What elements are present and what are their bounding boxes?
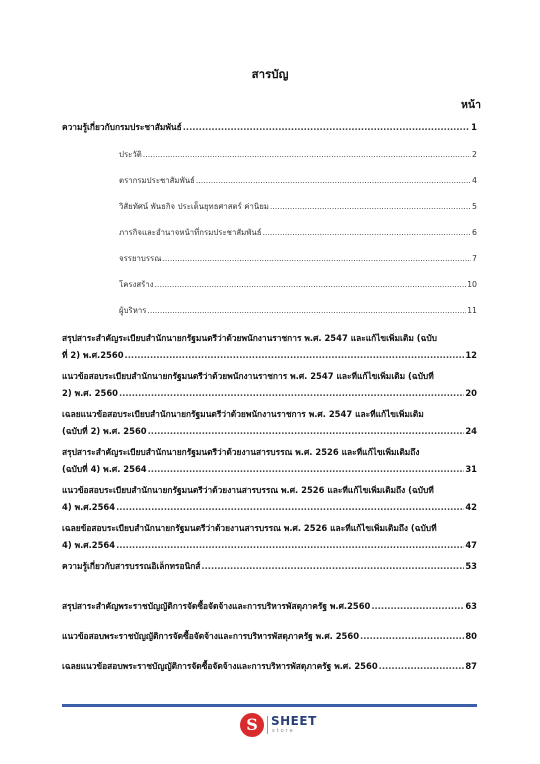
toc-subentry (119, 175, 477, 186)
toc-page-number: 5 (472, 202, 477, 211)
toc-entry (62, 523, 477, 551)
dot-leader (379, 661, 465, 672)
dot-leader (116, 502, 464, 513)
toc-entry-title-line: แนวข้อสอบระเบียบสำนักนายกรัฐมนตรีว่าด้วยงานสารบรรณ พ.ศ. 2526 และที่แก้ไขเพิ่มเติมถึง (ฉบับที่ (62, 485, 434, 495)
dot-leader (201, 561, 464, 572)
toc-entry-title: เฉลยแนวข้อสอบพระราชบัญญัติการจัดซื้อจัดจ้างและการบริหารพัสดุภาครัฐ พ.ศ. 2560 (62, 661, 378, 671)
toc-entry-title: ที่ 2) พ.ศ.2560 (62, 350, 124, 360)
dot-leader (155, 279, 467, 290)
dot-leader (360, 631, 464, 642)
toc-page-number: 7 (472, 254, 477, 263)
toc-entry-title-line: เฉลยข้อสอบระเบียบสำนักนายกรัฐมนตรีว่าด้วยงานสารบรรณ พ.ศ. 2526 และที่แก้ไขเพิ่มเติมถึง (ฉบับที่ (62, 523, 437, 533)
dot-leader (116, 540, 464, 551)
toc-entry (62, 447, 477, 475)
toc-entry-title: 4) พ.ศ.2564 (62, 502, 116, 512)
toc-entry (62, 561, 477, 572)
dot-leader (270, 201, 471, 212)
toc-page-number: 87 (465, 661, 477, 671)
toc-page-number: 24 (465, 426, 477, 436)
toc-page-number: 47 (465, 540, 477, 550)
toc-entry (62, 485, 477, 513)
toc-entry-title: ตรากรมประชาสัมพันธ์ (119, 176, 195, 185)
toc-page-number: 80 (465, 631, 477, 641)
toc-subentry (119, 201, 477, 212)
dot-leader (148, 464, 465, 475)
toc-entry (62, 409, 477, 437)
toc-entry-title: ประวัติ (119, 150, 142, 159)
toc-entry (62, 661, 477, 672)
toc-entry (62, 631, 477, 642)
toc-entry (62, 371, 477, 399)
toc-entry-title-line: สรุปสาระสำคัญระเบียบสำนักนายกรัฐมนตรีว่าด้วยพนักงานราชการ พ.ศ. 2547 และแก้ไขเพิ่มเติม (ฉบับ (62, 333, 437, 343)
toc-entry-title: วิสัยทัศน์ พันธกิจ ประเด็นยุทธศาสตร์ ค่านิยม (119, 202, 269, 211)
logo-brand: SHEET (271, 714, 317, 728)
toc-page-number: 42 (465, 502, 477, 512)
toc-subentry (119, 279, 477, 290)
toc-entry-title: ความรู้เกี่ยวกับกรมประชาสัมพันธ์ (62, 122, 182, 132)
toc-entry (62, 601, 477, 612)
toc-entry-title: โครงสร้าง (119, 280, 154, 289)
toc-page-number: 11 (467, 306, 477, 315)
toc-entry-title: ความรู้เกี่ยวกับสารบรรณอิเล็กทรอนิกส์ (62, 561, 201, 571)
dot-leader (119, 388, 464, 399)
toc-page-number: 6 (472, 228, 477, 237)
toc-entry-title-line: เฉลยแนวข้อสอบระเบียบสำนักนายกรัฐมนตรีว่าด้วยพนักงานราชการ พ.ศ. 2547 และที่แก้ไขเพิ่มเติม (62, 409, 424, 419)
dot-leader (147, 305, 466, 316)
toc-page-number: 63 (465, 601, 477, 611)
toc-entry (62, 122, 477, 133)
logo-mark-icon: S (240, 713, 264, 737)
toc-subentry (119, 305, 477, 316)
toc-subentry (119, 149, 477, 160)
dot-leader (125, 350, 465, 361)
dot-leader (262, 227, 471, 238)
dot-leader (148, 426, 465, 437)
toc-entry-title: (ฉบับที่ 4) พ.ศ. 2564 (62, 464, 147, 474)
toc-entry (62, 333, 477, 361)
toc-entry-title: แนวข้อสอบพระราชบัญญัติการจัดซื้อจัดจ้างและการบริหารพัสดุภาครัฐ พ.ศ. 2560 (62, 631, 360, 641)
dot-leader (371, 601, 464, 612)
toc-page-number: 10 (467, 280, 477, 289)
dot-leader (183, 122, 470, 133)
toc-subentry (119, 227, 477, 238)
toc-page-number: 20 (465, 388, 477, 398)
logo-tagline: store (272, 728, 295, 734)
toc-entry-title-line: สรุปสาระสำคัญระเบียบสำนักนายกรัฐมนตรีว่าด้วยงานสารบรรณ พ.ศ. 2526 และที่แก้ไขเพิ่มเติมถึง (62, 447, 420, 457)
dot-leader (162, 253, 471, 264)
toc-page-number: 2 (472, 150, 477, 159)
toc-entry-title: จรรยาบรรณ (119, 254, 162, 263)
toc-entry-title: 4) พ.ศ.2564 (62, 540, 116, 550)
toc-page-number: 31 (465, 464, 477, 474)
toc-entry-title: สรุปสาระสำคัญพระราชบัญญัติการจัดซื้อจัดจ้างและการบริหารพัสดุภาครัฐ พ.ศ.2560 (62, 601, 371, 611)
toc-page-number: 53 (465, 561, 477, 571)
toc-page-number: 12 (465, 350, 477, 360)
toc-subentry (119, 253, 477, 264)
page-column-header: หน้า (461, 99, 481, 111)
dot-leader (143, 149, 471, 160)
footer-divider (62, 704, 477, 707)
toc-page-number: 4 (472, 176, 477, 185)
sheet-store-logo (240, 713, 315, 739)
page-title: สารบัญ (251, 67, 289, 81)
toc-entry-title: 2) พ.ศ. 2560 (62, 388, 118, 398)
toc-page-number: 1 (471, 122, 477, 132)
toc-entry-title: ภารกิจและอำนาจหน้าที่กรมประชาสัมพันธ์ (119, 228, 262, 237)
toc-entry-title-line: แนวข้อสอบระเบียบสำนักนายกรัฐมนตรีว่าด้วยพนักงานราชการ พ.ศ. 2547 และที่แก้ไขเพิ่มเติม (ฉบับที่ (62, 371, 434, 381)
toc-entry-title: (ฉบับที่ 2) พ.ศ. 2560 (62, 426, 147, 436)
dot-leader (196, 175, 471, 186)
toc-entry-title: ผู้บริหาร (119, 306, 147, 315)
